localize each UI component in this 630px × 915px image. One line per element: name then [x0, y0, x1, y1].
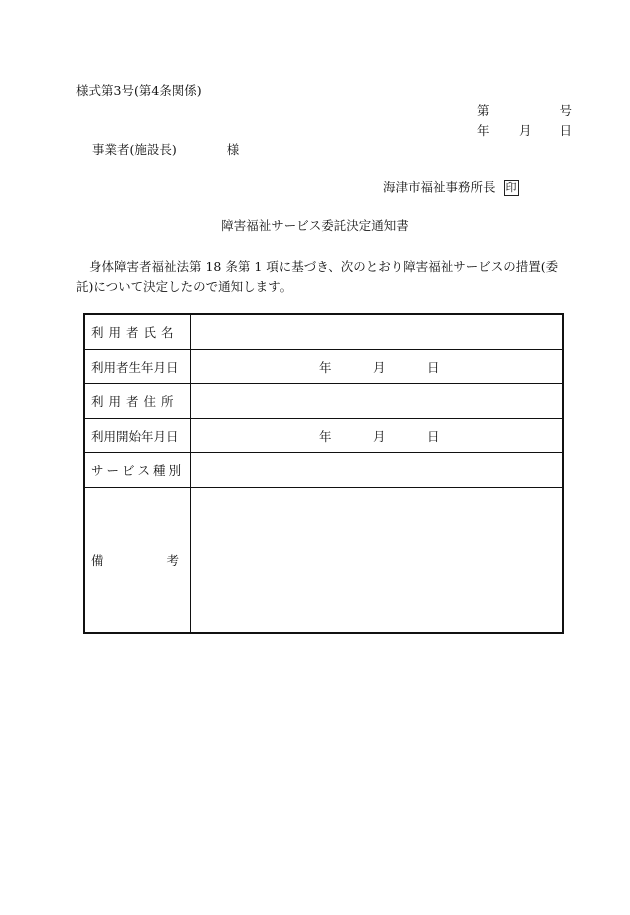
value-remarks	[191, 488, 562, 632]
issuer-name: 海津市福祉事務所長	[383, 179, 496, 195]
form-code: 様式第3号(第4条関係)	[76, 83, 202, 98]
table-row-service-type	[85, 453, 562, 488]
label-user-name: 利用者氏名	[85, 315, 191, 349]
remarks-label-left: 備	[91, 553, 104, 568]
start-date-year: 年	[319, 428, 332, 444]
table-row-birthdate	[85, 350, 562, 384]
table-row-user-name	[85, 315, 562, 350]
label-service-type: サービス種別	[85, 453, 191, 487]
table-row-remarks	[85, 488, 562, 632]
value-birthdate	[191, 350, 562, 383]
label-address: 利用者住所	[85, 384, 191, 418]
addressee	[92, 144, 239, 157]
birthdate-day: 日	[427, 359, 440, 375]
issue-date-day: 日	[559, 123, 572, 138]
table-row-address	[85, 384, 562, 419]
birthdate-year: 年	[319, 359, 332, 375]
value-start-date	[191, 419, 562, 452]
body-paragraph: 身体障害者福祉法第 18 条第 1 項に基づき、次のとおり障害福祉サービスの措置(委託)について決定したので通知します。	[76, 259, 559, 294]
label-remarks	[85, 488, 191, 632]
birthdate-month: 月	[373, 359, 386, 375]
remarks-label-right: 考	[166, 553, 179, 568]
honorific: 様	[226, 142, 240, 157]
addressee-name: 事業者(施設長)	[92, 142, 177, 157]
start-date-day: 日	[427, 428, 440, 444]
number-prefix: 第	[477, 103, 490, 118]
label-start-date: 利用開始年月日	[85, 419, 191, 452]
number-suffix: 号	[559, 103, 572, 118]
start-date-month: 月	[373, 428, 386, 444]
seal-mark: 印	[505, 181, 517, 194]
issue-date-year: 年	[477, 123, 490, 138]
notice-form-table	[83, 313, 564, 634]
table-row-start-date	[85, 419, 562, 453]
label-birthdate: 利用者生年月日	[85, 350, 191, 383]
issue-date-month: 月	[519, 123, 532, 138]
document-title: 障害福祉サービス委託決定通知書	[221, 218, 409, 233]
value-user-name	[191, 315, 562, 349]
issuer	[383, 180, 519, 196]
value-service-type	[191, 453, 562, 487]
value-address	[191, 384, 562, 418]
